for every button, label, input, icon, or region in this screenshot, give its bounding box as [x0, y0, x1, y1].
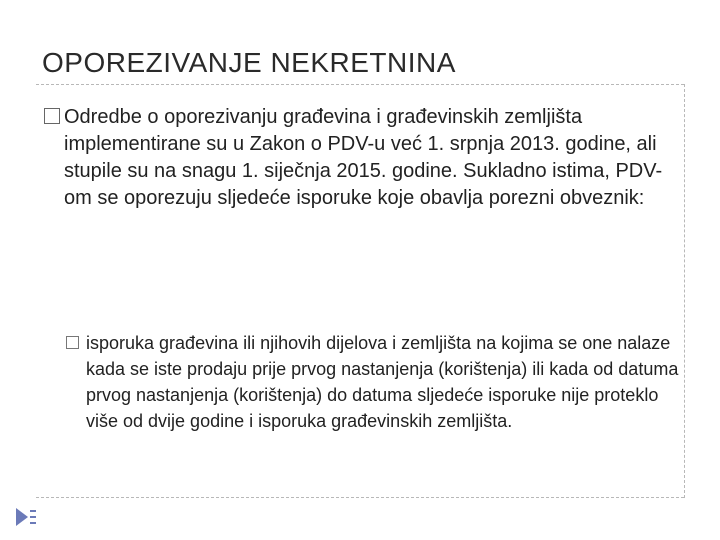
slide-navigation-icon[interactable] — [14, 506, 38, 528]
title-divider — [36, 84, 684, 85]
checkbox-square-icon — [44, 108, 60, 124]
play-arrow-shape — [16, 508, 28, 526]
sub-bullet-text: isporuka građevina ili njihovih dijelova i zemljišta na kojima se one nalaze kada se iste prodaju prije prvog nastanjenja (korištenja) ili kada od datuma prvog nastanjenja (korištenja) do datuma sljedeće isporuke nije proteklo više od dvije godine i isporuka građevinskih zemljišta. — [86, 333, 679, 431]
checkbox-square-icon — [66, 336, 79, 349]
bullet-text: Odredbe o oporezivanju građevina i građevinskih zemljišta implementirane su u Zakon o PDV-u već 1. srpnja 2013. godine, ali stupile su na snagu 1. siječnja 2015. godine. Sukladno istima, PDV-om se oporezuju sljedeće isporuke koje obavlja porezni obveznik: — [64, 106, 663, 209]
bullet-item — [44, 104, 684, 212]
frame-bottom-border — [36, 497, 684, 498]
frame-right-border — [684, 84, 685, 498]
sub-bullet-item — [66, 330, 686, 434]
slide-title: OPOREZIVANJE NEKRETNINA — [42, 47, 456, 78]
